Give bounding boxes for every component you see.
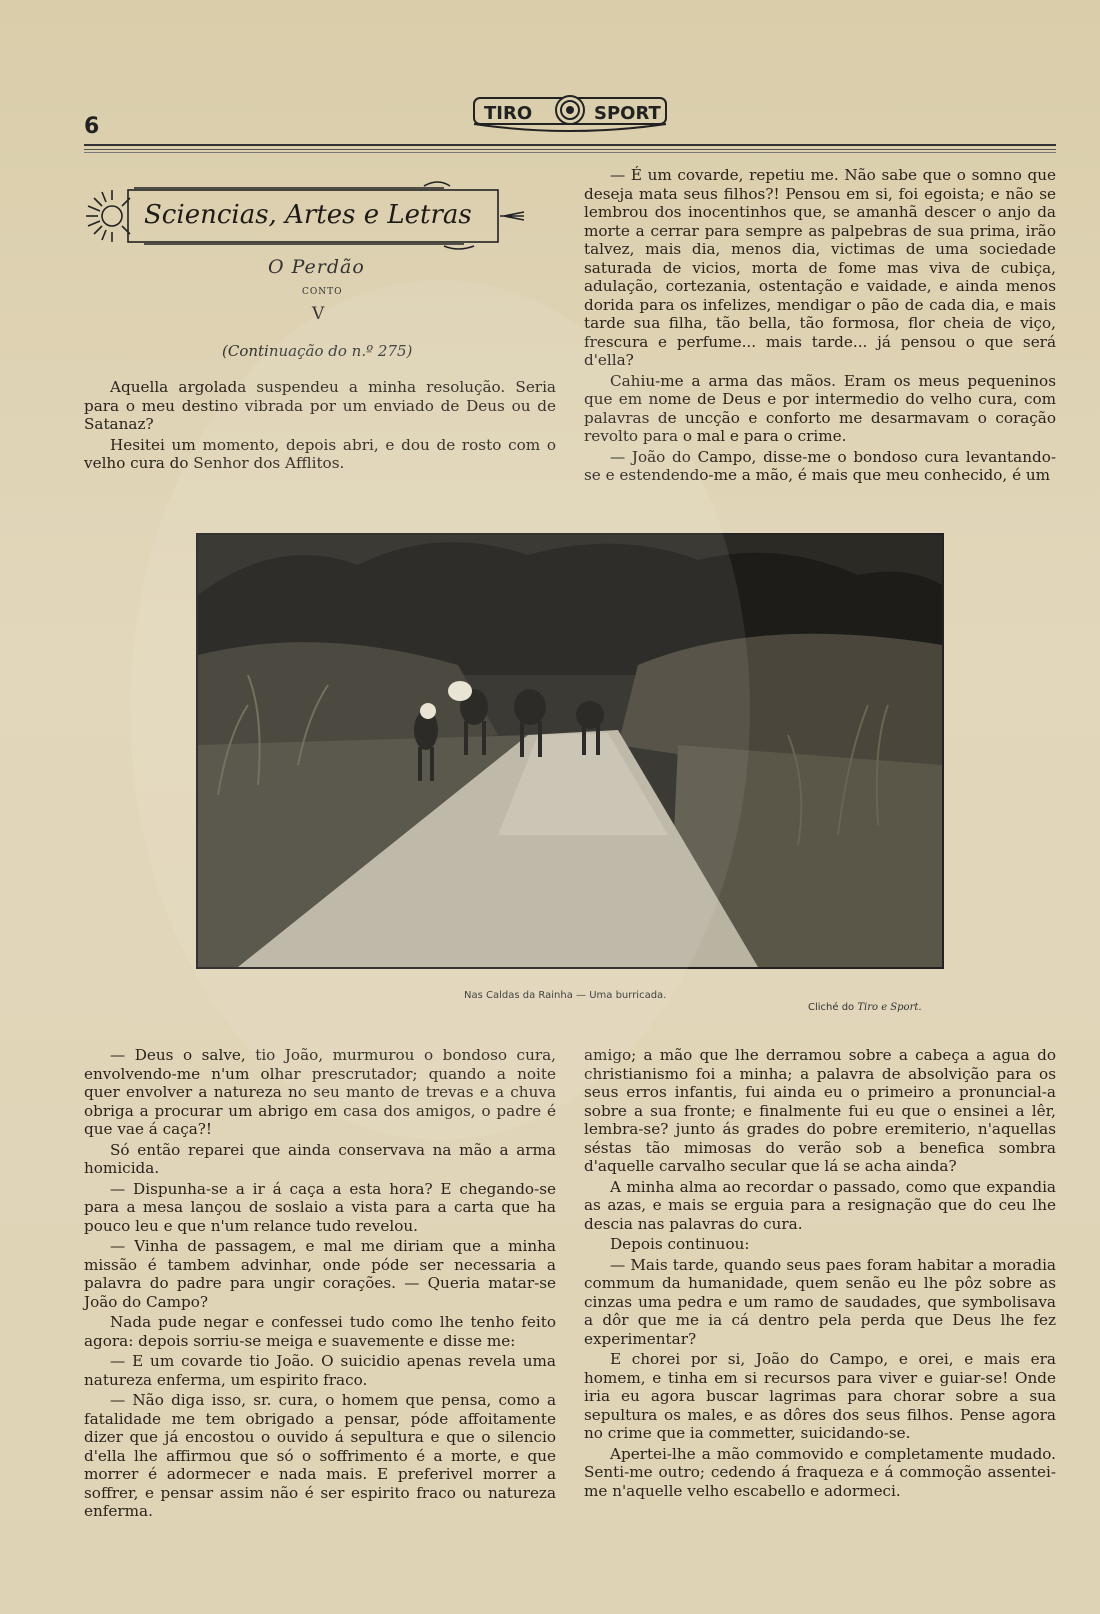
paragraph: amigo; a mão que lhe derramou sobre a cabeça a agua do christianismo foi a minha; a palavra de absolvição para os seus erros infantis, fui ainda eu o primeiro a pronuncial-a sobre a sua fronte; e finalmente fui eu que o ensinei a lêr, lembra-se? junto ás grades do pobre eremiterio, n'aquellas séstas tão mimosas do verão sob a benefica sombra d'aquelle carvalho secular que lá se acha ainda? — [584, 1046, 1056, 1175]
paragraph: — E um covarde tio João. O suicidio apenas revela uma natureza enferma, um espirito fraco. — [84, 1352, 556, 1389]
photo-scene — [198, 535, 942, 967]
paragraph: — João do Campo, disse-me o bondoso cura levantando-se e estendendo-me a mão, é mais que meu conhecido, é um — [584, 447, 1056, 484]
svg-text:SPORT: SPORT — [594, 103, 661, 124]
continuation-note: (Continuação do n.º 275) — [222, 342, 413, 360]
story-genre: CONTO — [302, 287, 343, 297]
paragraph: — Não diga isso, sr. cura, o homem que pensa, como a fatalidade me tem obrigado a pensar, póde affoitamente dizer que já encostou o ouvido á sepultura e que o silencio d'ella lhe affirmou que só o soffrimento é a morte, e que morrer é adormecer e nada mais. E preferivel morrer a soffrer, e pensar assim não é ser espirito fraco ou natureza enferma. — [84, 1391, 556, 1520]
paragraph: E chorei por si, João do Campo, e orei, e mais era homem, e tinha em si recursos para viver e guiar-se! Onde iria eu agora buscar lagrimas para chorar sobre a sua sepultura os males, e as dôres dos seus filhos. Pense agora no crime que ia commetter, suicidando-se. — [584, 1350, 1056, 1442]
photo-caption: Nas Caldas da Rainha — Uma burricada. — [464, 990, 667, 1001]
paragraph: — Mais tarde, quando seus paes foram habitar a moradia commum da humanidade, quem senão eu lhe pôz sobre as cinzas uma pedra e um ramo de saudades, que symbolisava a dôr que me ia cá dentro pela perda que Deus lhe fez experimentar? — [584, 1255, 1056, 1348]
column-bottom-right — [584, 1046, 1056, 1502]
paragraph: Cahiu-me a arma das mãos. Eram os meus pequeninos que em nome de Deus e por intermedio do velho cura, com palavras de uncção e conforto me desarmavam o coração revolto para o mal e para o crime. — [584, 371, 1056, 445]
paragraph: Hesitei um momento, depois abri, e dou de rosto com o velho cura do Senhor dos Afflitos. — [84, 435, 556, 472]
paragraph: Aquella argolada suspendeu a minha resolução. Seria para o meu destino vibrada por um enviado de Deus ou de Satanaz? — [84, 378, 556, 433]
paragraph: Nada pude negar e confessei tudo como lhe tenho feito agora: depois sorriu-se meiga e suavemente e disse me: — [84, 1313, 556, 1350]
header-rule-thin — [84, 152, 1056, 153]
section-header — [84, 176, 544, 256]
paragraph: Depois continuou: — [610, 1235, 750, 1253]
column-top-right — [584, 166, 1056, 487]
paragraph: — É um covarde, repetiu me. Não sabe que o somno que deseja mata seus filhos?! Pensou em si, foi egoista; e não se lembrou dos inocentinhos que, se amanhã descer o anjo da morte a cerrar para sempre as palpebras de sua prima, irão talvez, mais dia, menos dia, victimas de uma sociedade saturada de vicios, morta de fome mas viva de cubiça, adulação, cortezania, ostentação e vaidade, e ainda menos dorida para os infelizes, mendigar o pão de cada dia, e mais tarde sua filha, tão bella, tão formosa, flor cheia de viço, frescura e perfume... mais tarde... já pensou o que será d'ella? — [584, 166, 1056, 369]
column-top-left — [84, 378, 556, 475]
credit-source: Tiro e Sport. — [857, 1002, 922, 1013]
paragraph: — Vinha de passagem, e mal me diriam que a minha missão é tambem advinhar, onde póde ser necessaria a palavra do padre para ungir corações. — Queria matar-se João do Campo? — [84, 1237, 556, 1311]
photo-credit — [808, 1002, 922, 1013]
paragraph: Só então reparei que ainda conservava na mão a arma homicida. — [84, 1140, 556, 1177]
column-bottom-left — [84, 1046, 556, 1523]
photograph-donkey-ride — [196, 533, 944, 969]
svg-text:TIRO: TIRO — [484, 103, 533, 124]
masthead-logo — [470, 88, 670, 136]
paragraph: A minha alma ao recordar o passado, como que expandia as azas, e mais se erguia para a resignação que do ceu lhe descia nas palavras do cura. — [584, 1177, 1056, 1233]
page-number: 6 — [84, 114, 100, 139]
story-title: O Perdão — [268, 256, 365, 278]
paragraph: — Dispunha-se a ir á caça a esta hora? E chegando-se para a mesa lançou de soslaio a vista para a carta que ha pouco leu e que n'um relance tudo revelou. — [84, 1179, 556, 1235]
chapter-number: V — [312, 304, 325, 324]
credit-prefix: Cliché do — [808, 1002, 858, 1013]
section-title: Sciencias, Artes e Letras — [144, 200, 472, 230]
paragraph: — Deus o salve, tio João, murmurou o bondoso cura, envolvendo-me n'um olhar prescrutador; quando a noite quer envolver a natureza no seu manto de trevas e a chuva obriga a procurar um abrigo em casa dos amigos, o padre é que vae á caça?! — [84, 1046, 556, 1138]
masthead-emblem — [470, 88, 670, 136]
header-rule — [84, 144, 1056, 150]
paragraph: Apertei-lhe a mão commovido e completamente mudado. Senti-me outro; cedendo á fraqueza e á commoção assentei-me n'aquelle velho escabello e adormeci. — [584, 1444, 1056, 1500]
